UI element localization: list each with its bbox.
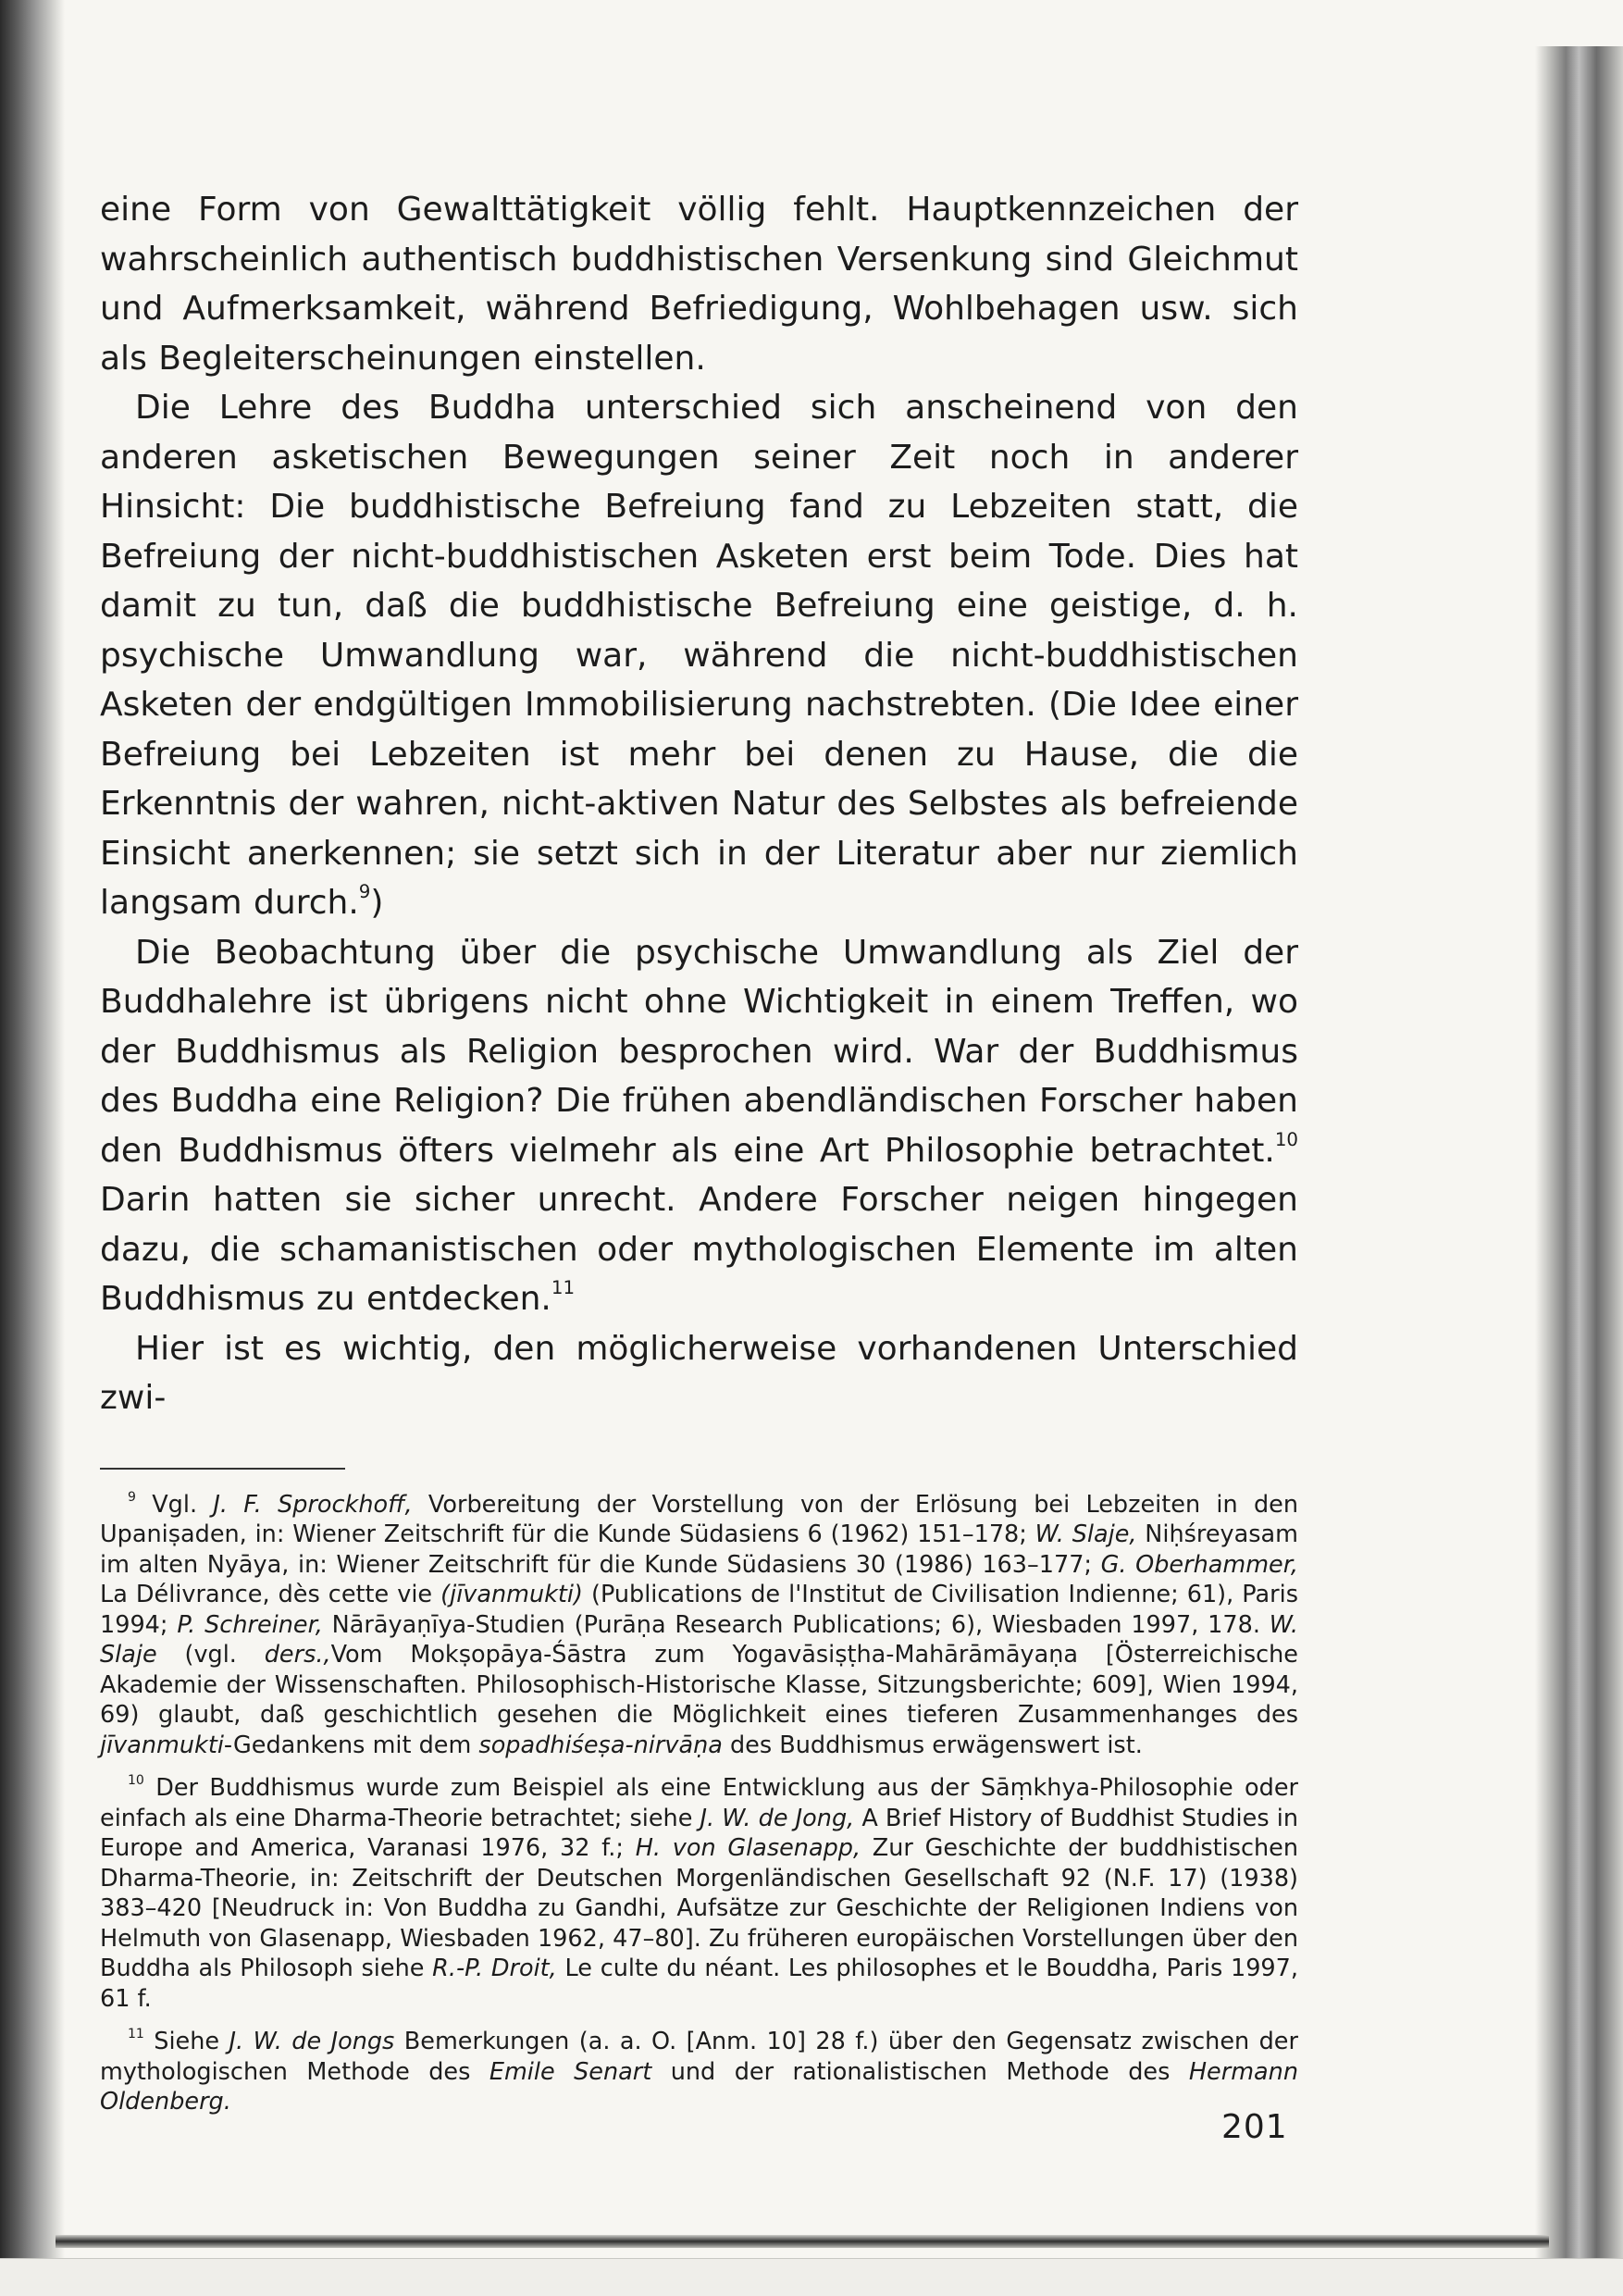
- paragraph-3: [100, 928, 1298, 1324]
- footnote-ref-11[interactable]: 11: [551, 1277, 576, 1299]
- author-name: J. W. de Jongs: [229, 2028, 395, 2055]
- footnote-text: Zur Geschichte der buddhistischen Dharma-Theorie, in: Zeitschrift der Deutschen Morgenländischen Gesellschaft 92 (N.F. 17) (1938) 383–420 [Neudruck in: Von Buddha zu Gandhi, Aufsätze zur Geschichte der Religionen Indiens von Helmuth von Glasenapp, Wiesbaden 1962, 47–80]. Zu früheren europäischen Vorstellungen über den Buddha als Philosoph siehe: [100, 1834, 1299, 1982]
- italic-term: jīvanmukti: [100, 1731, 224, 1759]
- footnote-text: Bemerkungen (a. a. O. [Anm. 10] 28 f.) über den Gegensatz zwischen der mythologischen Methode des: [100, 2028, 1298, 2086]
- footnote-text: A Brief History of Buddhist Studies in Europe and America, Varanasi 1976, 32 f.;: [100, 1804, 1298, 1862]
- paragraph-3-text-a: Die Beobachtung über die psychische Umwandlung als Ziel der Buddhalehre ist übrigens nicht ohne Wichtigkeit in einem Treffen, wo der Buddhismus als Religion besprochen wird. War der Buddhismus des Buddha eine Religion? Die frühen abendländischen Forscher haben den Buddhismus öfters vielmehr als eine Art Philosophie betrachtet.: [100, 933, 1298, 1170]
- author-name: P. Schreiner,: [177, 1610, 323, 1639]
- footnote-text: und der rationalistischen Methode des: [651, 2057, 1189, 2086]
- book-spine-shadow-left: [0, 0, 65, 2295]
- author-name: W. Slaje,: [1035, 1520, 1137, 1548]
- paragraph-2-tail: ): [370, 884, 384, 922]
- footnote-text: Niḥśreyasam im alten Nyāya, in: Wiener Zeitschrift für die Kunde Südasiens 30 (1986) 163–177;: [100, 1520, 1298, 1579]
- italic-term: (jīvanmukti): [440, 1581, 583, 1608]
- paragraph-2-text: Die Lehre des Buddha unterschied sich anscheinend von den anderen asketischen Bewegungen seiner Zeit noch in anderer Hinsicht: Die buddhistische Befreiung fand zu Lebzeiten statt, die Befreiung der nicht-buddhistischen Asketen erst beim Tode. Dies hat damit zu tun, daß die buddhistische Befreiung eine geistige, d. h. psychische Umwandlung war, während die nicht-buddhistischen Asketen der endgültigen Immobilisierung nachstrebten. (Die Idee einer Befreiung bei Lebzeiten ist mehr bei denen zu Hause, die die Erkenntnis der wahren, nicht-aktiven Natur des Selbstes als befreiende Einsicht anerkennen; sie setzt sich in der Literatur aber nur ziemlich langsam durch.: [100, 389, 1298, 922]
- footnote-text: Vgl.: [152, 1490, 214, 1519]
- footnote-text: Siehe: [143, 2028, 229, 2055]
- footnote-text: (vgl.: [156, 1641, 265, 1669]
- footnote-text: Der Buddhismus wurde zum Beispiel als eine Entwicklung aus der Sāṃkhya-Philosophie oder einfach als eine Dharma-Theorie betrachtet; siehe: [100, 1774, 1298, 1832]
- footnote-text: Vorbereitung der Vorstellung von der Erlösung bei Lebzeiten in den Upaniṣaden, in: Wiener Zeitschrift für die Kunde Südasiens 6 (1962) 151–178;: [100, 1490, 1299, 1548]
- footnote-text: -Gedankens mit dem: [223, 1731, 479, 1759]
- author-name: Hermann Oldenberg.: [100, 2057, 1298, 2116]
- paragraph-1: eine Form von Gewalttätigkeit völlig fehlt. Hauptkennzeichen der wahrscheinlich authentisch buddhistischen Versenkung sind Gleichmut und Aufmerksamkeit, während Befriedigung, Wohlbehagen usw. sich als Begleiterscheinungen einstellen.: [100, 191, 1298, 378]
- footnote-9: [100, 1490, 1298, 1761]
- page-bottom-shadow: [56, 2235, 1549, 2248]
- author-name: J. W. de Jong,: [700, 1804, 855, 1832]
- footnote-text: Vom Mokṣopāya-Śāstra zum Yogavāsiṣṭha-Mahārāmāyaṇa [Österreichische Akademie der Wissenschaften. Philosophisch-Historische Klasse, Sitzungsberichte; 609], Wien 1994, 69) glaubt, daß geschichtlich gesehen die Möglichkeit eines tieferen Zusammenhanges des: [100, 1641, 1298, 1729]
- page-content: [100, 185, 1298, 2117]
- footnote-text: (Publications de l'Institut de Civilisation Indienne; 61), Paris 1994;: [100, 1581, 1298, 1639]
- footnote-mark: 9: [128, 1489, 136, 1505]
- italic-term: sopadhiśeṣa-nirvāṇa: [478, 1731, 723, 1759]
- footnote-separator: [100, 1468, 345, 1470]
- author-name: H. von Glasenapp,: [635, 1834, 861, 1862]
- scan-bottom-edge: [0, 2258, 1623, 2296]
- footnote-text: Nārāyaṇīya-Studien (Purāṇa Research Publications; 6), Wiesbaden 1997, 178.: [322, 1610, 1270, 1639]
- footnote-text: des Buddhismus erwägenswert ist.: [722, 1731, 1143, 1759]
- page-number: 201: [1221, 2108, 1288, 2146]
- author-name: J. F. Sprockhoff,: [213, 1490, 413, 1519]
- author-name: R.-P. Droit,: [432, 1955, 557, 1982]
- paragraph-3-text-b: Darin hatten sie sicher unrecht. Andere Forscher neigen hingegen dazu, die schamanistischen oder mythologischen Elemente im alten Buddhismus zu entdecken.: [100, 1181, 1298, 1318]
- footnote-text: La Délivrance, dès cette vie: [100, 1581, 441, 1608]
- author-name: ders.,: [264, 1641, 331, 1669]
- footnote-ref-10[interactable]: 10: [1274, 1128, 1298, 1150]
- book-edge-shadow-right: [1535, 46, 1623, 2267]
- paragraph-2: [100, 383, 1298, 928]
- paragraph-4: Hier ist es wichtig, den möglicherweise vorhandenen Unterschied zwi-: [100, 1329, 1298, 1417]
- footnote-text: Le culte du néant. Les philosophes et le Bouddha, Paris 1997, 61 f.: [100, 1955, 1298, 2013]
- footnotes: [100, 1490, 1298, 2117]
- author-name: W. Slaje: [100, 1610, 1298, 1669]
- author-name: G. Oberhammer,: [1100, 1550, 1298, 1579]
- main-text: [100, 185, 1298, 1423]
- footnote-ref-9[interactable]: 9: [358, 881, 371, 903]
- footnote-mark: 10: [128, 1773, 144, 1789]
- footnote-mark: 11: [128, 2027, 144, 2042]
- footnote-10: [100, 1773, 1298, 2014]
- author-name: Emile Senart: [489, 2057, 652, 2086]
- footnote-11: [100, 2027, 1298, 2117]
